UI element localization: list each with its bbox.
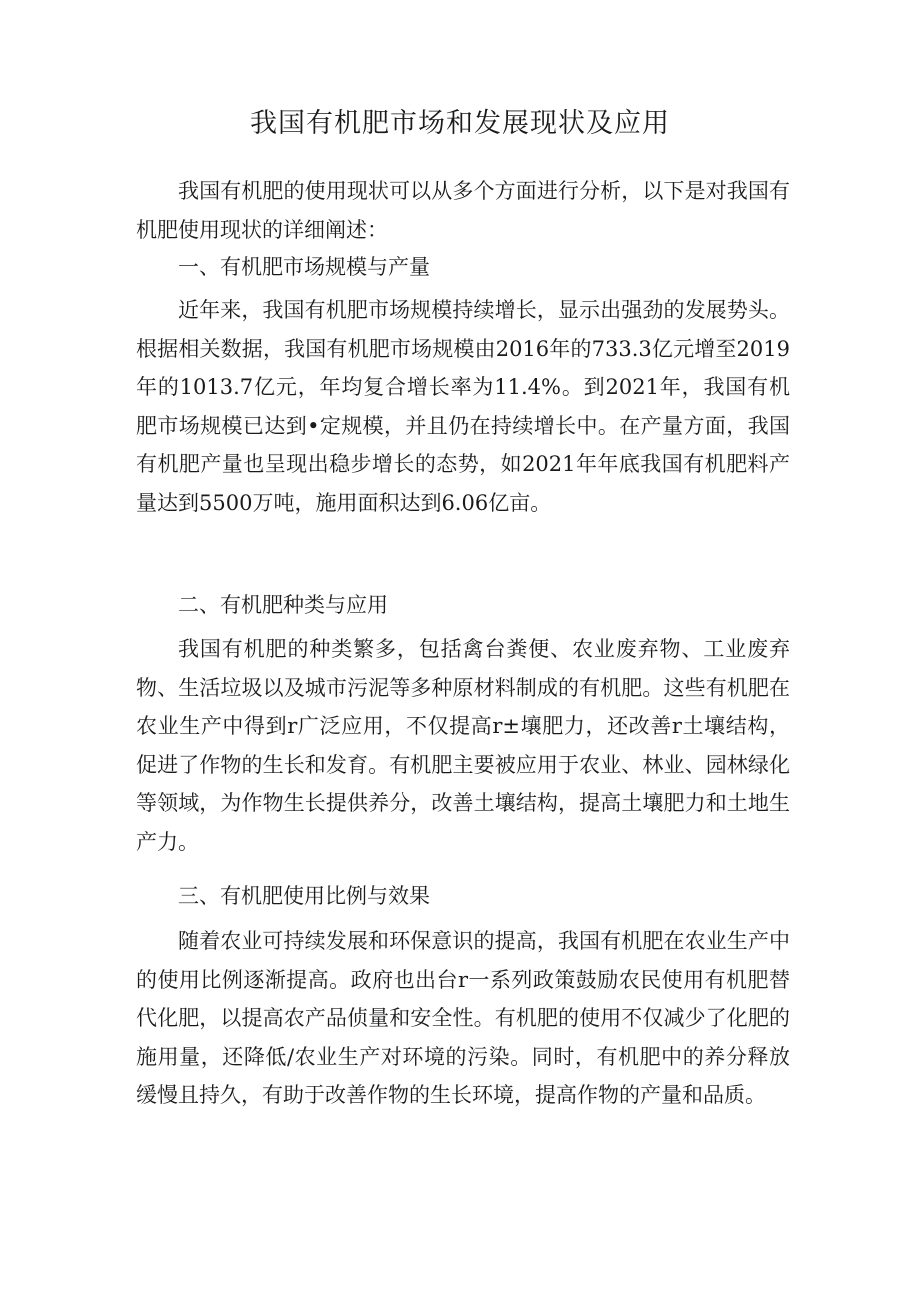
section-heading-types-application: 二、有机肥种类与应用	[178, 593, 388, 617]
intro-paragraph: 我国有机肥的使用现状可以从多个方面进行分析，以下是对我国有机肥使用现状的详细阐述：	[136, 179, 790, 242]
section-heading-usage-effects: 三、有机肥使用比例与效果	[178, 884, 430, 908]
document-title: 我国有机肥市场和发展现状及应用	[250, 108, 670, 139]
section-paragraph-usage-effects: 随着农业可持续发展和环保意识的提高，我国有机肥在农业生产中的使用比例逐渐提高。政府也出台r一系列政策鼓励农民使用有机肥替代化肥，以提高农产品侦量和安全性。有机肥的使用不仅减少了化肥的施用量，还降低/农业生产对环境的污染。同时，有机肥中的养分释放缓慢且持久，有助于改善作物的生长环境，提高作物的产量和品质。	[136, 929, 790, 1107]
section-paragraph-market-scale: 近年来，我国有机肥市场规模持续增长，显示出强劲的发展势头。根据相关数据，我国有机肥市场规模由2016年的733.3亿元增至2019年的1013.7亿元，年均复合增长率为11.4%。到2021年，我国有机肥市场规模已达到•定规模，并且仍在持续增长中。在产量方面，我国有机肥产量也呈现出稳步增长的态势，如2021年年底我国有机肥料产量达到5500万吨，施用面积达到6.06亿亩。	[136, 298, 790, 515]
section-heading-market-scale: 一、有机肥市场规模与产量	[178, 255, 430, 279]
section-paragraph-types-application: 我国有机肥的种类繁多，包括禽台粪便、农业废弃物、工业废弃物、生活垃圾以及城市污泥等多种原材料制成的有机肥。这些有机肥在农业生产中得到r广泛应用，不仅提高r±壤肥力，还改善r土壤结构，促进了作物的生长和发育。有机肥主要被应用于农业、林业、园林绿化等领域，为作物生长提供养分，改善土壤结构，提高土壤肥力和土地生产力。	[136, 637, 790, 854]
